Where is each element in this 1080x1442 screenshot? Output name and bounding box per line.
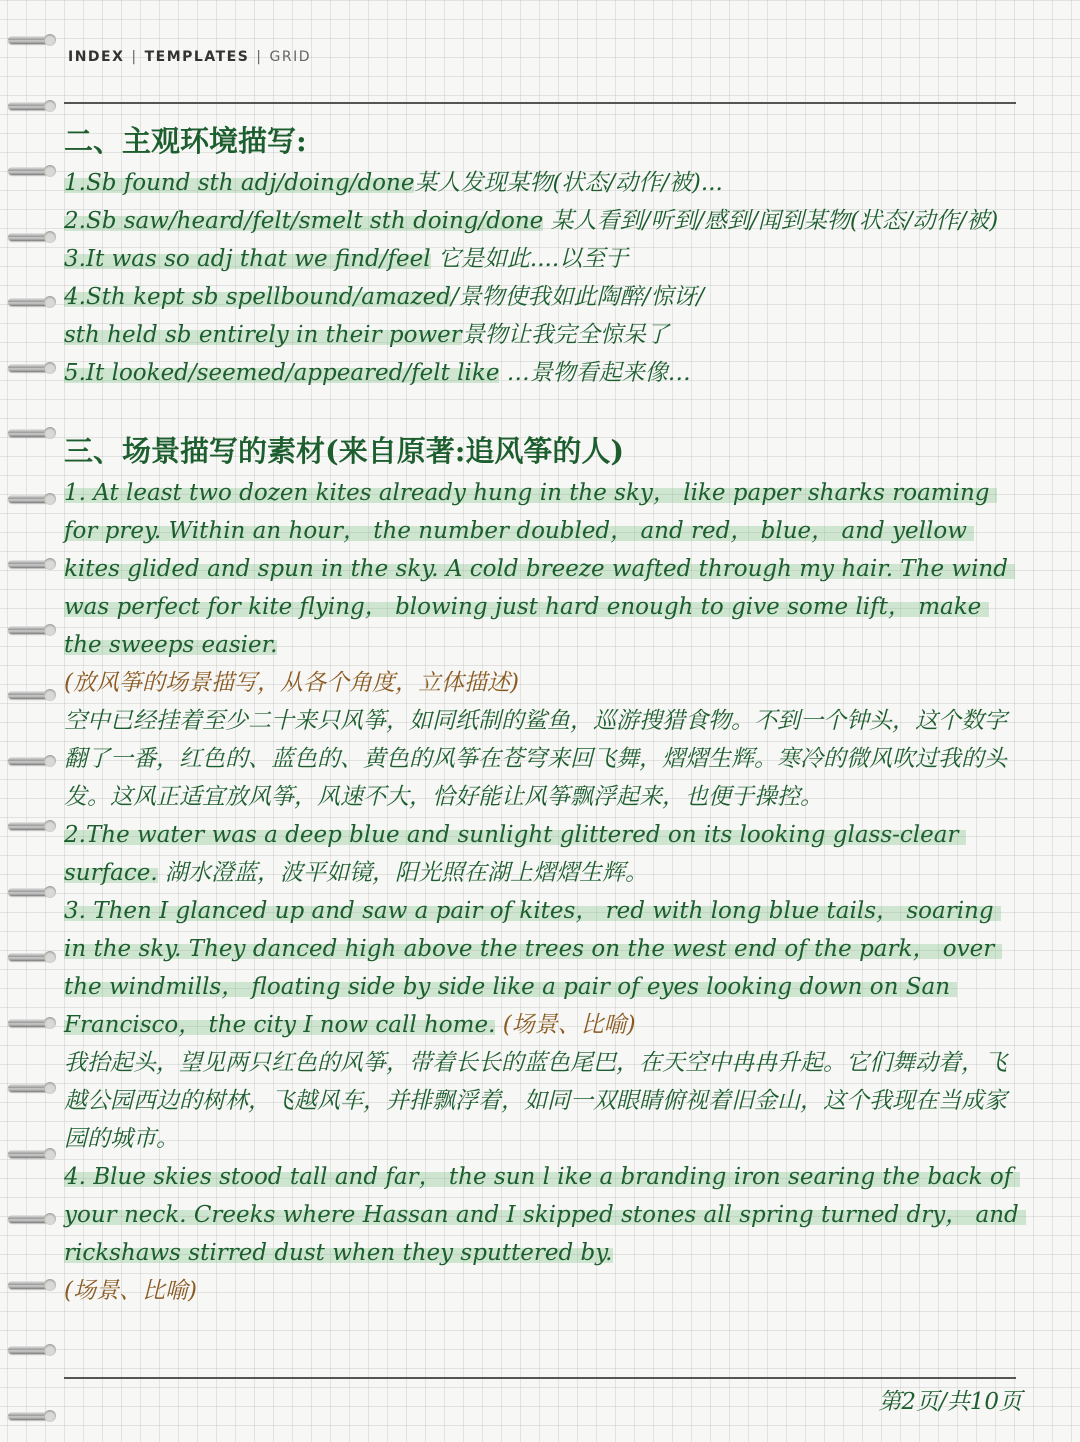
section2-line-1: 1.Sb found sth adj/doing/done某人发现某物(状态/动作/被)... [64, 170, 723, 196]
section-gap [64, 392, 1019, 428]
section3-title: 三、场景描写的素材(来自原著:追风筝的人) [64, 434, 625, 468]
section2-line-6: 5.It looked/seemed/appeared/felt like …景物看起来像… [64, 360, 691, 386]
binding-ring [8, 362, 48, 374]
header-separator: | [256, 49, 263, 65]
section2-line-4: 4.Sth kept sb spellbound/amazed/景物使我如此陶醉/惊讶/ [64, 284, 705, 310]
binding-ring [8, 1344, 48, 1356]
item4: 4. Blue skies stood tall and far， the sun l ike a branding iron searing the back of your neck. Creeks where Hassan and I skipped stones all spring turned dry， and rickshaws stirred dust when they sputtered by. [64, 1164, 1027, 1266]
binding-ring [8, 34, 48, 46]
binding-ring [8, 1213, 48, 1225]
item3: 3. Then I glanced up and saw a pair of kites， red with long blue tails， soaring in the sky. They danced high above the trees on the west end of the park， over the windmills， floating side by side like a pair of eyes looking down on San Francisco， the city I now call home. (场景、比喻) [64, 898, 1002, 1038]
binding-ring [8, 558, 48, 570]
spiral-binding [0, 0, 52, 1442]
header-nav [68, 49, 311, 65]
binding-ring [8, 1410, 48, 1422]
item3-chinese: 我抬起头，望见两只红色的风筝，带着长长的蓝色尾巴，在天空中冉冉升起。它们舞动着，飞越公园西边的树林，飞越风车，并排飘浮着，如同一双眼睛俯视着旧金山，这个我现在当成家园的城市。 [64, 1050, 1007, 1152]
header-grid: GRID [269, 49, 312, 65]
item1-tag: (放风筝的场景描写，从各个角度，立体描述) [64, 670, 519, 696]
binding-ring [8, 689, 48, 701]
binding-ring [8, 493, 48, 505]
section2-title: 二、主观环境描写: [64, 124, 307, 158]
section2-line-5: sth held sb entirely in their power景物让我完全惊呆了 [64, 322, 669, 348]
header-index: INDEX [68, 49, 125, 65]
binding-ring [8, 1279, 48, 1291]
binding-ring [8, 820, 48, 832]
item1-chinese: 空中已经挂着至少二十来只风筝，如同纸制的鲨鱼，巡游搜猎食物。不到一个钟头，这个数字翻了一番，红色的、蓝色的、黄色的风筝在苍穹来回飞舞，熠熠生辉。寒冷的微风吹过我的头发。这风正适宜放风筝，风速不大，恰好能让风筝飘浮起来，也便于操控。 [64, 708, 1007, 810]
binding-ring [8, 165, 48, 177]
binding-ring [8, 1082, 48, 1094]
section2-line-3: 3.It was so adj that we find/feel 它是如此....以至于 [64, 246, 629, 272]
binding-ring [8, 755, 48, 767]
bottom-divider [64, 1377, 1016, 1379]
binding-ring [8, 427, 48, 439]
binding-ring [8, 296, 48, 308]
page-number: 第2页/共10页 [878, 1389, 1022, 1415]
header-templates: TEMPLATES [144, 49, 250, 65]
header-separator: | [131, 49, 138, 65]
item2: 2.The water was a deep blue and sunlight glittered on its looking glass-clear surface. 湖水澄蓝，波平如镜，阳光照在湖上熠熠生辉。 [64, 822, 966, 886]
item4-tag: (场景、比喻) [64, 1278, 197, 1304]
item1-english: 1. At least two dozen kites already hung in the sky， like paper sharks roaming for prey. Within an hour， the number doubled， and red， blue， and yellow kites glided and spun in the sky. A cold breeze wafted through my hair. The wind was perfect for kite flying， blowing just hard enough to give some lift， make the sweeps easier. [64, 480, 1016, 658]
section2-line-2: 2.Sb saw/heard/felt/smelt sth doing/done 某人看到/听到/感到/闻到某物(状态/动作/被) [64, 208, 999, 234]
binding-ring [8, 886, 48, 898]
binding-ring [8, 1148, 48, 1160]
binding-ring [8, 100, 48, 112]
binding-ring [8, 1017, 48, 1029]
binding-ring [8, 624, 48, 636]
top-divider [64, 102, 1016, 104]
notes-body [64, 118, 1027, 1310]
binding-ring [8, 231, 48, 243]
binding-ring [8, 951, 48, 963]
